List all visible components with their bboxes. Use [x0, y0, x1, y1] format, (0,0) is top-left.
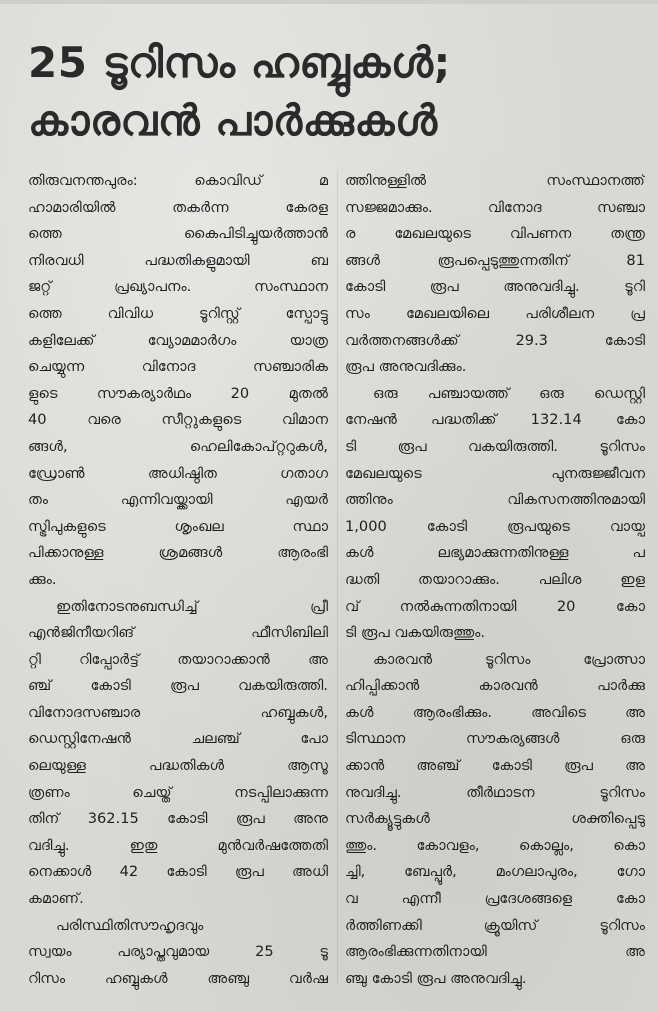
- left-column-line: ത്തെ കൈപിടിച്ചുയർത്താൻ: [28, 225, 328, 243]
- right-column-line: 1,000 കോടി രൂപയുടെ വായ്പ: [345, 517, 645, 535]
- left-column-line: ജറ്റ് പ്രഖ്യാപനം. സംസ്ഥാന: [28, 278, 328, 296]
- left-column-line: ഇതിനോടനുബന്ധിച്ച് പ്രീ: [56, 597, 328, 615]
- left-column-line: ലെയുള്ള പദ്ധതികൾ ആസൂ: [28, 757, 328, 775]
- right-column-line: ങ്ങൾ രൂപപ്പെടുത്തുന്നതിന് 81: [345, 251, 645, 269]
- right-column-line: വ് നൽകുന്നതിനായി 20 കോ: [345, 597, 645, 615]
- right-column-line: ടി രൂപ വകയിരുത്തി. ടൂറിസം: [345, 437, 645, 455]
- right-column-line: നുവദിച്ചു. തീർഥാടന ടൂറിസം: [345, 783, 645, 801]
- right-column-line: മേഖലയുടെ പുനരുജ്ജീവന: [345, 464, 645, 482]
- left-column-line: ഹാമാരിയിൽ തകർന്ന കേരള: [28, 198, 328, 216]
- right-column-line: ഹിപ്പിക്കാൻ കാരവൻ പാർക്കു: [345, 677, 645, 695]
- left-column-line: വദിച്ചു. ഇതു മുൻവർഷത്തേതി: [28, 836, 328, 854]
- right-column-line: ച്ചി, ബേപ്പൂർ, മംഗലാപുരം, ഗോ: [345, 863, 645, 881]
- left-column-line: തിന് 362.15 കോടി രൂപ അനു: [28, 810, 328, 828]
- right-column-line: ടിസ്ഥാന സൗകര്യങ്ങൾ ഒരു: [345, 730, 645, 748]
- article-headline: [28, 34, 638, 150]
- left-column-line: ത്രണം ചെയ്ത് നടപ്പിലാക്കുന്ന: [28, 783, 328, 801]
- left-column-line: 40 വരെ സീറ്റുകളുടെ വിമാന: [28, 411, 328, 429]
- left-column-line: ഡ്രോൺ അധിഷ്ഠിത ഗതാഗ: [28, 464, 328, 482]
- page-top-edge: [0, 0, 658, 4]
- right-column-line: ഒരു പഞ്ചായത്ത് ഒരു ഡെസ്റ്റി: [373, 384, 645, 402]
- right-column-line: ആരംഭിക്കുന്നതിനായി അ: [345, 943, 645, 961]
- right-column-line: ടി രൂപ വകയിരുത്തും.: [345, 624, 486, 642]
- right-column-line: സർക്യൂട്ടുകൾ ശക്തിപ്പെടു: [345, 810, 645, 828]
- right-column-line: ത്തും. കോവളം, കൊല്ലം, കൊ: [345, 836, 645, 854]
- right-column-line: രൂപ അനുവദിക്കും.: [345, 358, 467, 376]
- right-column-line: ത്തിനും വികസനത്തിനുമായി: [345, 491, 645, 509]
- left-column-line: ങ്ങൾ, ഹെലികോപ്റ്ററുകൾ,: [28, 437, 328, 455]
- right-column-line: സജ്ജമാക്കും. വിനോദ സഞ്ചാ: [345, 198, 645, 216]
- left-column-line: നിരവധി പദ്ധതികളുമായി ബ: [28, 251, 328, 269]
- left-column-line: കളിലേക്ക് വ്യോമമാർഗം യാത്ര: [28, 331, 328, 349]
- left-column-line: റിസം ഹബ്ബുകൾ അഞ്ചു വർഷ: [28, 969, 328, 987]
- left-column-line: സ്വയം പര്യാപ്തവുമായ 25 ടൂ: [28, 943, 328, 961]
- left-column-line: ചെയ്യുന്ന വിനോദ സഞ്ചാരിക: [28, 358, 328, 376]
- left-column-line: എൻജിനീയറിങ് ഫീസിബിലി: [28, 624, 328, 642]
- left-column-line: ഡെസ്റ്റിനേഷൻ ചലഞ്ച് പോ: [28, 730, 328, 748]
- right-column-line: കാരവൻ ടൂറിസം പ്രോത്സാ: [373, 650, 645, 668]
- right-column-line: ക്കാൻ അഞ്ച് കോടി രൂപ അ: [345, 757, 645, 775]
- left-column-line: ഞ്ച് കോടി രൂപ വകയിരുത്തി.: [28, 677, 328, 695]
- column-gutter: [337, 170, 338, 985]
- left-column-line: സ്ട്രിപുകളുടെ ശൃംഖല സ്ഥാ: [28, 517, 328, 535]
- right-column-line: ത്തിനുള്ളിൽ സംസ്ഥാനത്ത്: [345, 172, 645, 189]
- left-column-line: റ്റി റിപ്പോർട്ട് തയാറാക്കാൻ അ: [28, 650, 328, 668]
- left-column-line: നെക്കാൾ 42 കോടി രൂപ അധി: [28, 863, 328, 881]
- left-column-line: കമാണ്.: [28, 890, 84, 908]
- right-column-line: വ എന്നീ പ്രദേശങ്ങളെ കോ: [345, 890, 645, 908]
- headline-line-1: 25 ടൂറിസം ഹബ്ബുകൾ;: [28, 38, 451, 87]
- headline-line-2: കാരവൻ പാർക്കുകൾ: [28, 96, 438, 145]
- right-column-line: കൾ ആരംഭിക്കും. അവിടെ അ: [345, 703, 645, 721]
- left-column-line: ളുടെ സൗകര്യാർഥം 20 മുതൽ: [28, 384, 328, 402]
- article-column-left: [28, 168, 328, 992]
- right-column-line: ദ്ധതി തയാറാക്കും. പലിശ ഇള: [345, 570, 645, 588]
- right-column-line: ഞ്ചു കോടി രൂപ അനുവദിച്ചു.: [345, 969, 527, 987]
- left-column-line: വിനോദസഞ്ചാര ഹബ്ബുകൾ,: [28, 703, 328, 721]
- right-column-line: നേഷൻ പദ്ധതിക്ക് 132.14 കോ: [345, 411, 645, 429]
- right-column-line: സം മേഖലയിലെ പരിശീലന പ്ര: [345, 304, 645, 322]
- article-column-right: [345, 168, 645, 992]
- left-column-line: ത്തെ വിവിധ ടൂറിസ്റ്റ് സ്പോട്ടു: [28, 304, 328, 322]
- right-column-line: കൾ ലഭ്യമാക്കുന്നതിനുള്ള പ: [345, 544, 645, 562]
- left-column-line: തം എന്നിവയ്ക്കായി എയർ: [28, 491, 328, 509]
- right-column-line: ര മേഖലയുടെ വിപണന തന്ത്ര: [345, 225, 645, 243]
- right-column-line: ർത്തിണക്കി ക്രൂയിസ് ടൂറിസം: [345, 916, 645, 934]
- right-column-line: വർത്തനങ്ങൾക്ക് 29.3 കോടി: [345, 331, 645, 349]
- left-column-line: പരിസ്ഥിതിസൗഹൃദവും: [56, 916, 204, 934]
- right-column-line: കോടി രൂപ അനുവദിച്ചു. ടൂറി: [345, 278, 645, 296]
- left-column-line: ക്കും.: [28, 570, 57, 588]
- left-column-line: തിരുവനന്തപുരം: കൊവിഡ് മ: [28, 172, 328, 189]
- left-column-line: പിക്കാനുള്ള ശ്രമങ്ങൾ ആരംഭി: [28, 544, 328, 562]
